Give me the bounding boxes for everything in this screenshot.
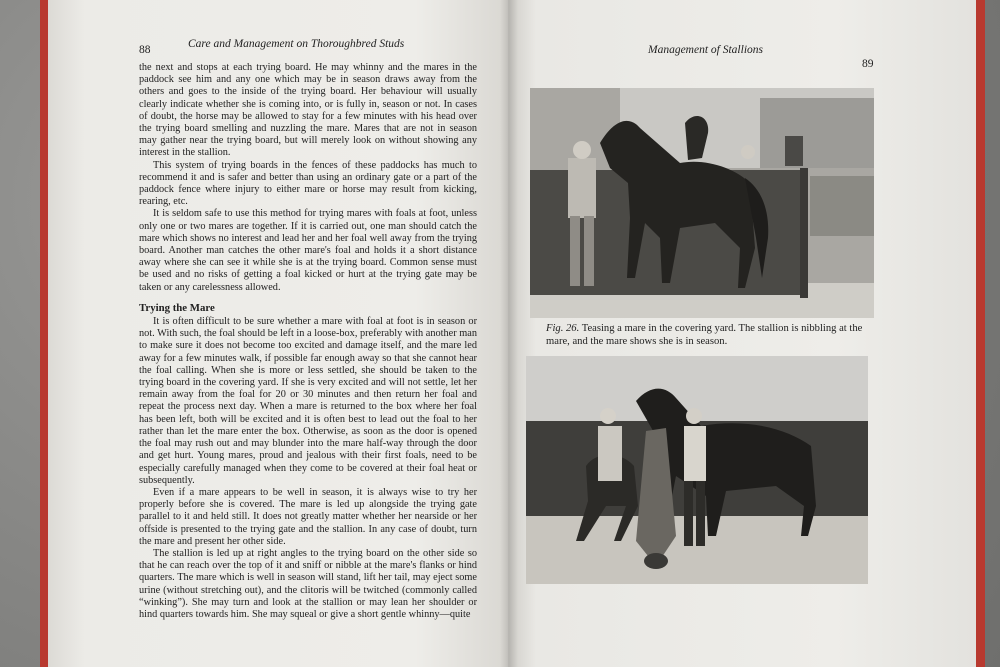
bottom-photograph xyxy=(526,356,868,584)
paragraph: It is often difficult to be sure whether a mare with foal at foot is in season or not. With such, the foal should be left in a loose-box, preferably with another man to make sure it does not become too excited and damage itself, and the mare led away for a few minutes walk, if possible far enough away so that she cannot hear the foal calling. When she is more or less settled, she should be taken to the trying board in the covering yard. If she is very excited and will not settle, let her remain away from the foal for 20 or 30 minutes and then return her foal and repeat the process next day. When a mare is returned to the box where her foal has been left, both will be excited and it is often best to lead out the foal to her rather than let the mare enter the box. Otherwise, as soon as the door is opened the foal may rush out and may blunder into the mare half-way through the door and get hurt. Young mares, proud and jealous with their first foals, need to be especially carefully managed when they come to be covered at their foal heat or subsequently. xyxy=(139,316,477,486)
figure-caption xyxy=(546,322,874,348)
paragraph: Even if a mare appears to be well in season, it is always wise to try her properly before she is covered. The mare is led up alongside the trying gate parallel to it and held still. It does not greatly matter whether her nearside or her offside is presented to the trying gate and the stallion. In any case of doubt, turn the mare and present her other side. xyxy=(139,486,477,547)
left-page-number: 88 xyxy=(139,44,151,56)
paragraph: It is seldom safe to use this method for trying mares with foals at foot, unless only one or two mares are together. If it is carried out, one man should catch the mare which shows no interest and lead her and her foal well away from the trying board. Another man catches the other mare's foal and holds it a short distance away where she can see it while she is at the trying board. Common sense must be used and no risks of getting a foal kicked or hurt at the trying gate may be taken or any carelessness allowed. xyxy=(139,208,477,293)
right-running-head: Management of Stallions xyxy=(648,44,763,56)
right-page-number: 89 xyxy=(862,58,874,70)
top-photograph xyxy=(530,88,874,318)
paragraph: This system of trying boards in the fences of these paddocks has much to recommend it and is safer and better than using an ordinary gate or a part of the paddock fence where injury to either mare or horse may result from kicking, rearing, etc. xyxy=(139,159,477,208)
paragraph: the next and stops at each trying board. He may whinny and the mares in the paddock see him and any one which may be in season draws away from the others and goes to the inside of the trying board. Her behaviour will usually clearly indicate whether she is coming into, or is fully in, season or not. In cases of doubt, the horse may be allowed to stay for a few minutes with his head over the trying board smelling and nuzzling the mare. Mares that are not in season may gather near the trying board, but will merely look on without showing any interest in the stallion. xyxy=(139,62,477,159)
paragraph: The stallion is led up at right angles to the trying board on the other side so that he can reach over the top of it and sniff or nibble at the mare's flanks or hind quarters. The mare which is well in season will stand, lift her tail, may eject some urine (without stretching out), and the clitoris will be twitched (commonly called “winking”). She may turn and look at the stallion or may lean her shoulder or hind quarters towards him. She may squeal or give a short gentle whinny—quite xyxy=(139,547,477,620)
figure-label: Fig. 26. xyxy=(546,323,580,334)
bottom-photo-image xyxy=(526,356,868,584)
figure-caption-text: Teasing a mare in the covering yard. The stallion is nibbling at the mare, and the mare shows she is in season. xyxy=(546,323,863,347)
book-gutter xyxy=(500,0,518,667)
top-photo-image xyxy=(530,88,874,318)
left-text-column xyxy=(139,62,477,621)
section-heading: Trying the Mare xyxy=(139,301,215,314)
left-running-head: Care and Management on Thoroughbred Studs xyxy=(188,38,405,50)
